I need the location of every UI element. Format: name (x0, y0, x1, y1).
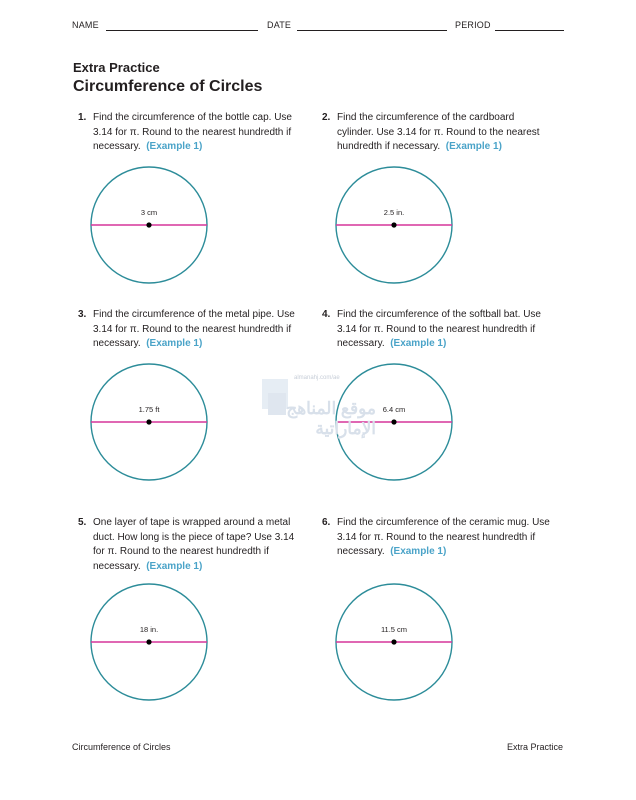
diameter-label: 11.5 cm (380, 625, 408, 634)
example-reference: (Example 1) (390, 338, 447, 349)
name-field-line[interactable] (106, 30, 258, 31)
problem-3 (78, 308, 308, 352)
worksheet-title: Circumference of Circles (73, 78, 263, 95)
diameter-label: 2.5 in. (383, 208, 405, 217)
problem-6 (322, 516, 552, 560)
center-point (146, 639, 151, 644)
date-label: DATE (267, 20, 292, 30)
watermark-url: almanahj.com/ae (294, 375, 340, 381)
circle-figure-1 (87, 163, 211, 287)
diameter-label: 1.75 ft (138, 405, 160, 414)
center-point (391, 222, 396, 227)
problem-number: 6. (322, 517, 331, 528)
problem-text: Find the circumference of the bottle cap. Use 3.14 for π. Round to the nearest hundredth if necessary. (93, 112, 292, 152)
center-point (391, 639, 396, 644)
diameter-label: 18 in. (139, 625, 159, 634)
center-point (391, 419, 396, 424)
date-field-line[interactable] (297, 30, 447, 31)
problem-5 (78, 516, 308, 574)
problem-number: 5. (78, 517, 87, 528)
problem-number: 3. (78, 309, 87, 320)
worksheet-subtitle: Extra Practice (73, 60, 160, 75)
circle-diagram (332, 163, 456, 287)
student-info-header (72, 20, 564, 34)
center-point (146, 419, 151, 424)
circle-diagram (87, 360, 211, 484)
problem-number: 4. (322, 309, 331, 320)
circle-figure-6 (332, 580, 456, 704)
circle-figure-3 (87, 360, 211, 484)
problem-text: One layer of tape is wrapped around a metal duct. How long is the piece of tape? Use 3.14 for π. Round to the nearest hundredth if necessary. (93, 517, 295, 572)
diameter-label: 3 cm (140, 208, 158, 217)
circle-figure-5 (87, 580, 211, 704)
example-reference: (Example 1) (445, 141, 502, 152)
period-field-line[interactable] (495, 30, 564, 31)
circle-diagram (332, 580, 456, 704)
circle-figure-2 (332, 163, 456, 287)
circle-diagram (87, 580, 211, 704)
watermark-arabic-text: موقع المناهج الإماراتية (286, 399, 376, 438)
footer-right-text: Extra Practice (506, 742, 563, 752)
problem-number: 2. (322, 112, 331, 123)
problem-4 (322, 308, 552, 352)
problem-text: Find the circumference of the cardboard cylinder. Use 3.14 for π. Round to the nearest hundredth if necessary. (337, 112, 540, 152)
problem-1 (78, 111, 308, 155)
problem-2 (322, 111, 552, 155)
problem-text: Find the circumference of the softball bat. Use 3.14 for π. Round to the nearest hundredth if necessary. (337, 309, 541, 349)
center-point (146, 222, 151, 227)
example-reference: (Example 1) (146, 338, 203, 349)
circle-diagram (87, 163, 211, 287)
period-label: PERIOD (455, 20, 491, 30)
example-reference: (Example 1) (146, 141, 203, 152)
problem-text: Find the circumference of the metal pipe. Use 3.14 for π. Round to the nearest hundredth if necessary. (93, 309, 295, 349)
watermark (258, 375, 378, 438)
example-reference: (Example 1) (146, 560, 203, 572)
footer-left-text: Circumference of Circles (72, 742, 171, 752)
problem-text: Find the circumference of the ceramic mug. Use 3.14 for π. Round to the nearest hundredth if necessary. (337, 517, 550, 557)
problem-number: 1. (78, 112, 87, 123)
diameter-label: 6.4 cm (382, 405, 406, 414)
example-reference: (Example 1) (390, 546, 447, 557)
name-label: NAME (72, 20, 99, 30)
